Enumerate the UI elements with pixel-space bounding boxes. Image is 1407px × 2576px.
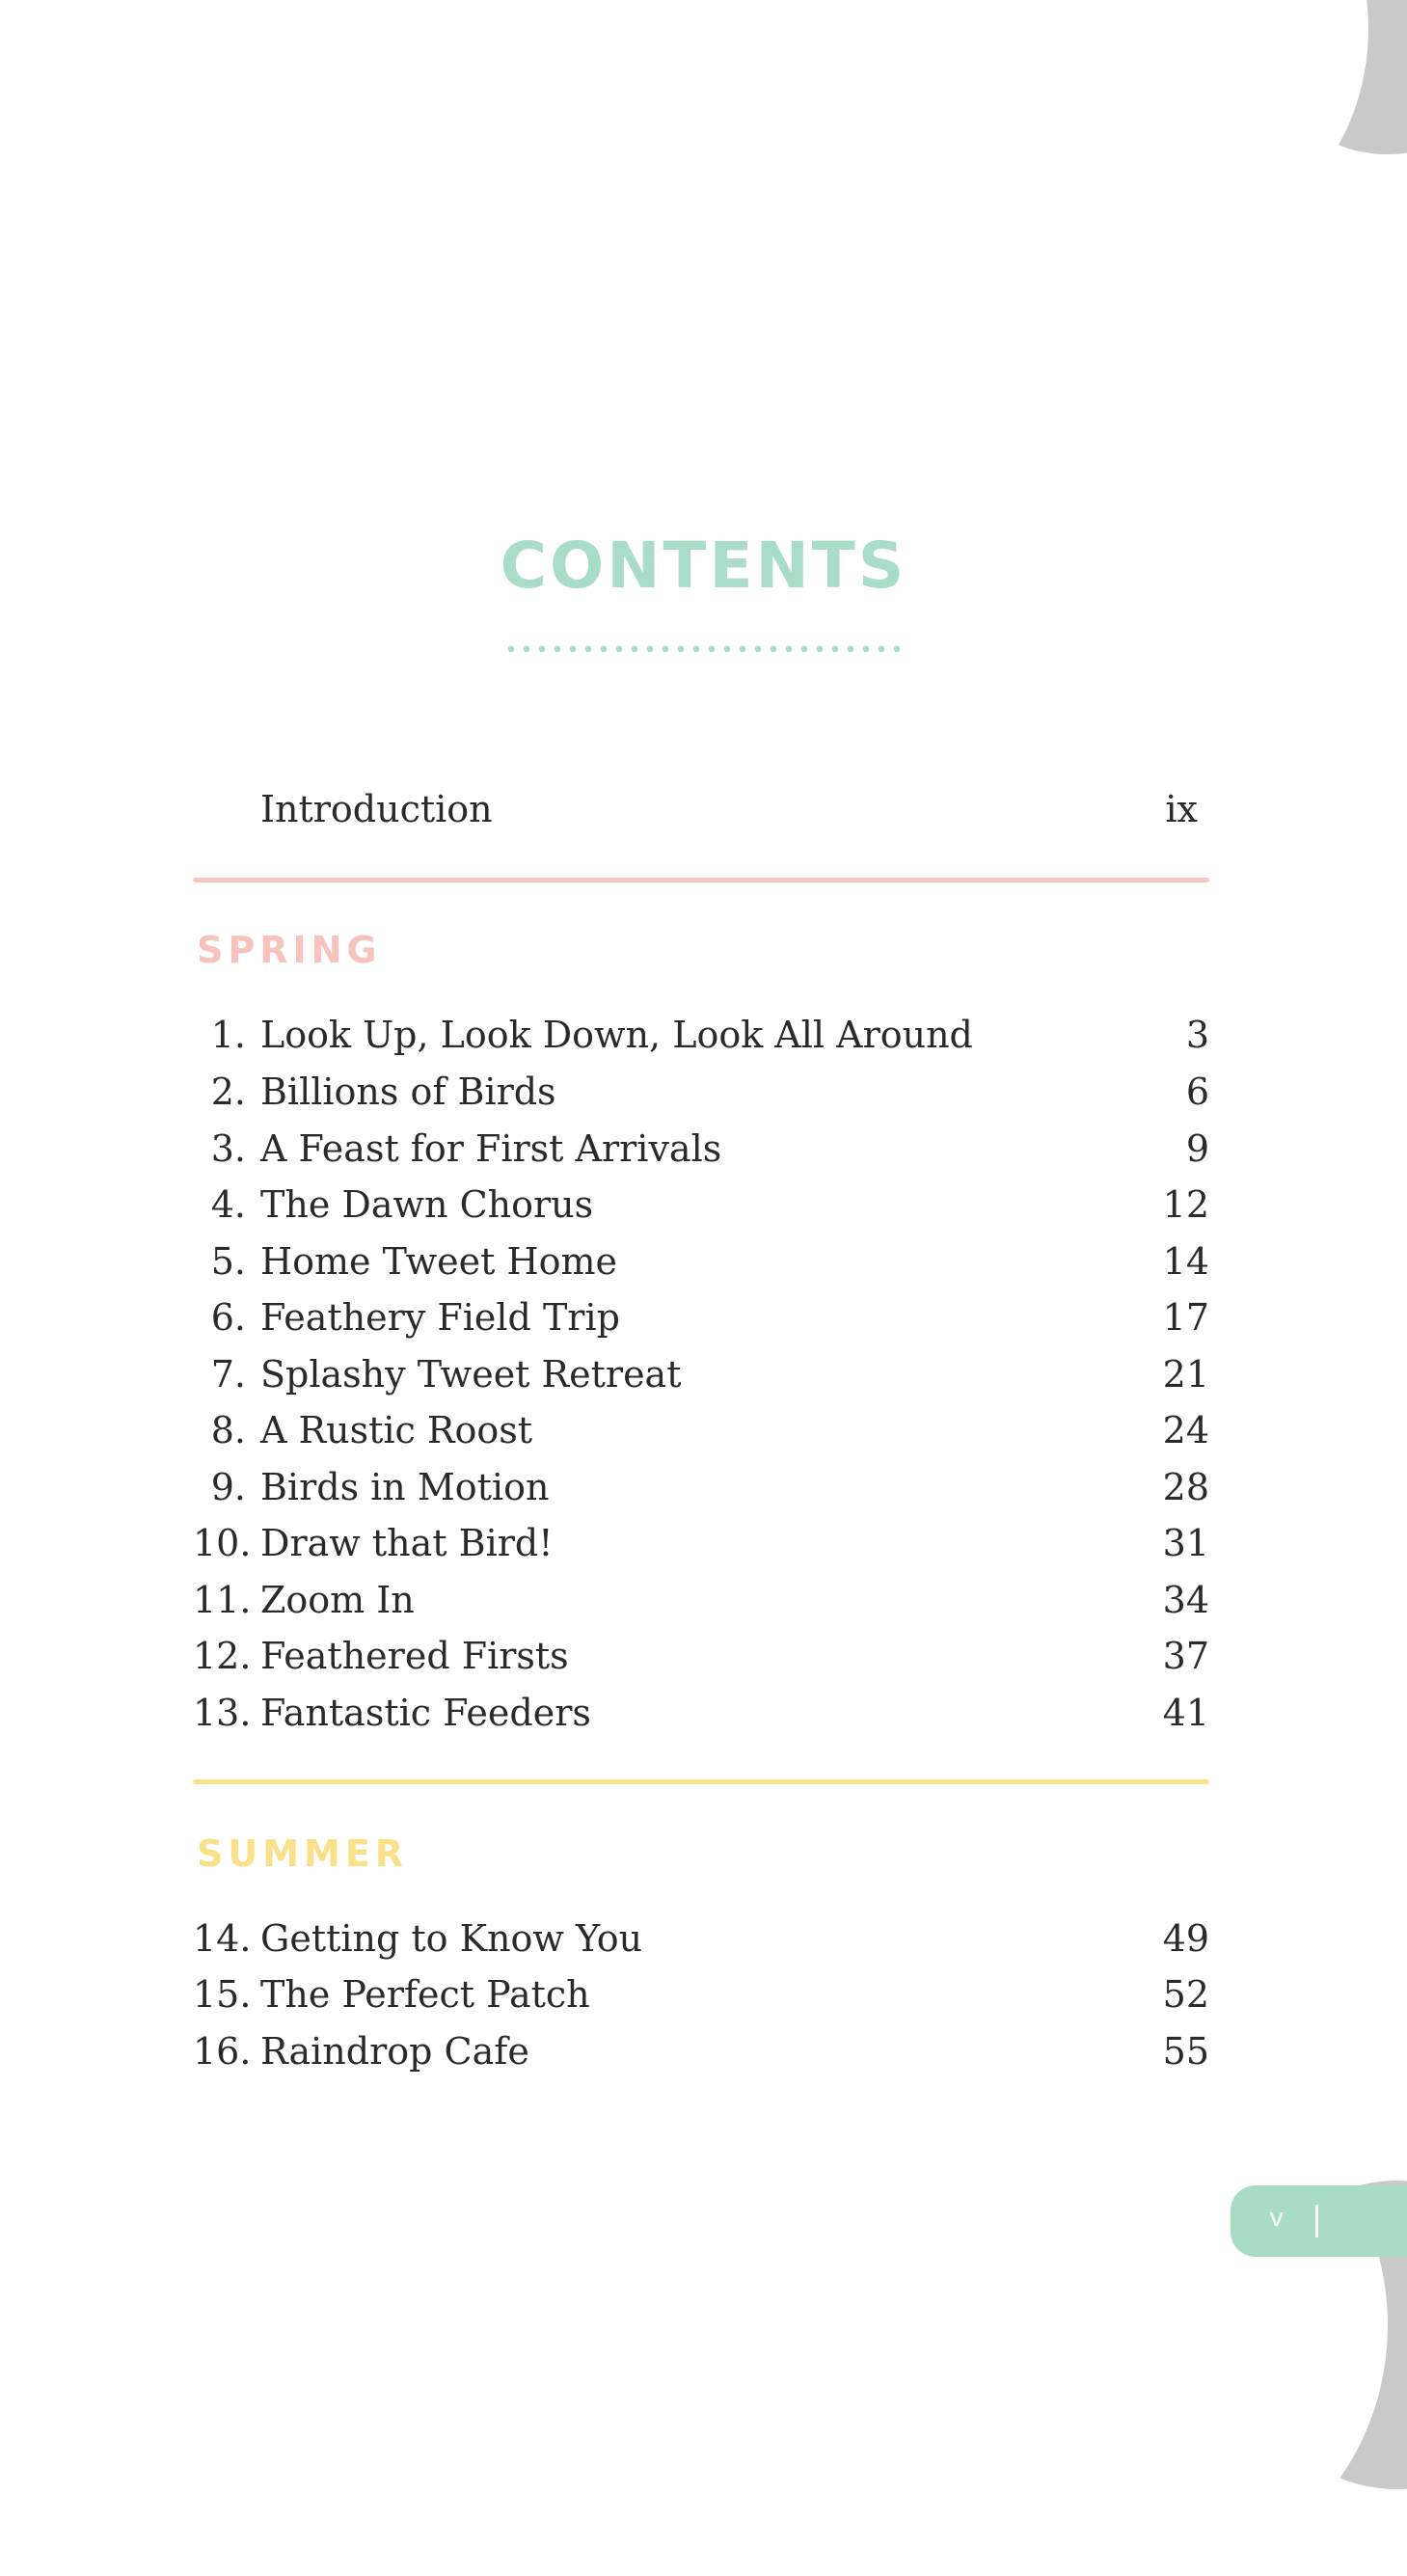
toc-entry-page: 21 (1162, 1353, 1209, 1396)
toc-entry-number: 1. (210, 1014, 246, 1056)
toc-entry[interactable] (193, 1122, 1209, 1176)
toc-entry-page: 6 (1185, 1071, 1209, 1113)
toc-entry-number: 8. (210, 1409, 246, 1451)
toc-entry-number: 15. (193, 1973, 252, 2016)
section-heading-summer: SUMMER (197, 1832, 409, 1875)
summer-divider (193, 1779, 1209, 1784)
toc-entry-title: The Perfect Patch (260, 1973, 590, 2016)
toc-entry-title: Getting to Know You (260, 1917, 643, 1960)
section-heading-spring: SPRING (197, 929, 382, 971)
toc-entry-number: 9. (210, 1466, 246, 1508)
toc-entry-title: Billions of Birds (260, 1071, 556, 1113)
toc-entry-title: Feathered Firsts (260, 1635, 569, 1677)
toc-entry[interactable] (193, 1065, 1209, 1119)
toc-entry[interactable] (193, 2024, 1209, 2078)
toc-entry-number: 10. (193, 1522, 252, 1564)
toc-entry-number: 5. (210, 1240, 246, 1283)
toc-entry-page: ix (1165, 788, 1198, 830)
toc-entry-page: 14 (1162, 1240, 1209, 1283)
toc-entry-introduction[interactable] (193, 782, 1209, 836)
toc-entry[interactable] (193, 1290, 1209, 1344)
toc-entry[interactable] (193, 1178, 1209, 1232)
toc-entry-title: Splashy Tweet Retreat (260, 1353, 682, 1396)
title-dotted-divider (503, 645, 901, 653)
toc-entry-title: Fantastic Feeders (260, 1692, 591, 1734)
toc-entry-number: 16. (193, 2030, 252, 2073)
toc-entry[interactable] (193, 1234, 1209, 1288)
toc-entry-number: 2. (210, 1071, 246, 1113)
spring-divider (193, 878, 1209, 882)
toc-entry-page: 52 (1162, 1973, 1209, 2016)
toc-entry[interactable] (193, 1912, 1209, 1966)
toc-entry[interactable] (193, 1008, 1209, 1062)
toc-entry-number: 11. (193, 1579, 252, 1621)
toc-entry-page: 49 (1162, 1917, 1209, 1960)
toc-entry[interactable] (193, 1629, 1209, 1683)
toc-entry-number: 7. (210, 1353, 246, 1396)
toc-entry[interactable] (193, 1516, 1209, 1570)
toc-entry-number: 14. (193, 1917, 252, 1960)
toc-entry-title: A Rustic Roost (260, 1409, 533, 1451)
toc-entry-page: 34 (1162, 1579, 1209, 1621)
toc-entry-page: 41 (1162, 1692, 1209, 1734)
toc-entry-number: 13. (193, 1692, 252, 1734)
toc-entry-page: 3 (1185, 1014, 1209, 1056)
toc-entry-title: Raindrop Cafe (260, 2030, 529, 2073)
toc-entry-page: 55 (1162, 2030, 1209, 2073)
toc-entry-page: 31 (1162, 1522, 1209, 1564)
toc-entry-page: 17 (1162, 1296, 1209, 1339)
toc-entry-page: 24 (1162, 1409, 1209, 1451)
page-corner-mask-bottom (925, 2074, 1388, 2576)
toc-entry[interactable] (193, 1967, 1209, 2021)
toc-entry-number: 6. (210, 1296, 246, 1339)
toc-entry-number: 3. (210, 1127, 246, 1170)
toc-entry[interactable] (193, 1573, 1209, 1627)
toc-entry-title: Draw that Bird! (260, 1522, 554, 1564)
toc-entry[interactable] (193, 1347, 1209, 1401)
toc-entry-title: Birds in Motion (260, 1466, 550, 1508)
toc-entry[interactable] (193, 1686, 1209, 1740)
toc-entry-title: Home Tweet Home (260, 1240, 617, 1283)
badge-divider (1315, 2205, 1318, 2237)
toc-entry-title: Zoom In (260, 1579, 415, 1621)
toc-entry-number: 12. (193, 1635, 252, 1677)
toc-entry-page: 37 (1162, 1635, 1209, 1677)
toc-entry-page: 12 (1162, 1183, 1209, 1226)
toc-entry-page: 28 (1162, 1466, 1209, 1508)
page-corner-mask-top (963, 0, 1368, 251)
toc-entry-title: Introduction (260, 788, 493, 830)
page-title: CONTENTS (500, 529, 907, 603)
toc-entry-title: A Feast for First Arrivals (260, 1127, 722, 1170)
toc-entry-number: 4. (210, 1183, 246, 1226)
page-number-badge (1231, 2185, 1407, 2257)
page-number: v (1269, 2204, 1285, 2233)
toc-entry[interactable] (193, 1403, 1209, 1457)
toc-entry-title: The Dawn Chorus (260, 1183, 594, 1226)
toc-entry-title: Look Up, Look Down, Look All Around (260, 1014, 973, 1056)
toc-entry[interactable] (193, 1460, 1209, 1514)
toc-entry-title: Feathery Field Trip (260, 1296, 620, 1339)
toc-entry-page: 9 (1185, 1127, 1209, 1170)
